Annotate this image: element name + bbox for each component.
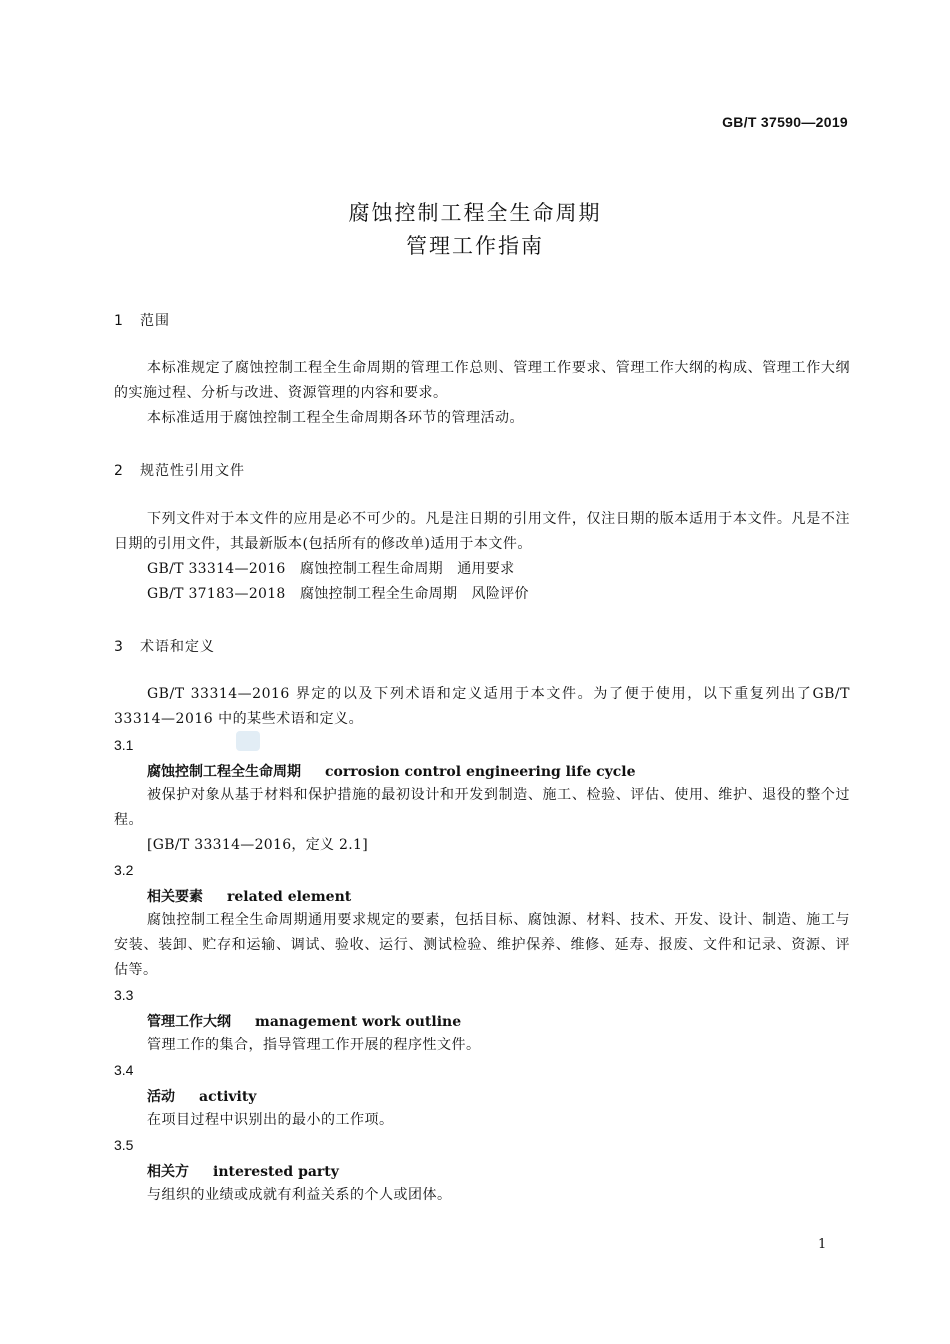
section-heading-terms: [114, 636, 215, 656]
term-number: 3.5: [114, 1137, 134, 1153]
section-heading-normative-references: [114, 460, 245, 480]
term-definition: 在项目过程中识别出的最小的工作项。: [147, 1112, 394, 1128]
section-number: 2: [114, 463, 124, 479]
term-heading: [147, 761, 636, 781]
paragraph: 本标准规定了腐蚀控制工程全生命周期的管理工作总则、管理工作要求、管理工作大纲的构成、管理工作大纲的实施过程、分析与改进、资源管理的内容和要求。: [114, 360, 850, 401]
term-definition: 腐蚀控制工程全生命周期通用要求规定的要素，包括目标、腐蚀源、材料、技术、开发、设计、制造、施工与安装、装卸、贮存和运输、调试、验收、运行、测试检验、维护保养、维修、延寿、报废、文件和记录、资源、评估等。: [114, 912, 850, 978]
term-number: 3.3: [114, 987, 134, 1003]
term-number: 3.4: [114, 1062, 134, 1078]
term-en: management work outline: [255, 1014, 462, 1030]
page-number: 1: [818, 1237, 827, 1252]
term-zh: 腐蚀控制工程全生命周期: [147, 764, 301, 780]
term-zh: 相关要素: [147, 889, 203, 905]
term-en: corrosion control engineering life cycle: [325, 764, 636, 780]
reference-item: GB/T 37183—2018 腐蚀控制工程全生命周期 风险评价: [147, 586, 529, 602]
paragraph: 下列文件对于本文件的应用是必不可少的。凡是注日期的引用文件，仅注日期的版本适用于本文件。凡是不注日期的引用文件，其最新版本(包括所有的修改单)适用于本文件。: [114, 511, 850, 552]
term-en: activity: [199, 1089, 257, 1105]
term-number: 3.2: [114, 862, 134, 878]
term-number: 3.1: [114, 737, 134, 753]
section-title: 范围: [140, 313, 170, 329]
watermark-icon: [236, 731, 260, 751]
term-definition: 被保护对象从基于材料和保护措施的最初设计和开发到制造、施工、检验、评估、使用、维护、退役的整个过程。: [114, 787, 850, 828]
term-heading: [147, 1161, 339, 1181]
reference-item: GB/T 33314—2016 腐蚀控制工程生命周期 通用要求: [147, 561, 515, 577]
section-number: 1: [114, 313, 124, 329]
term-zh: 相关方: [147, 1164, 189, 1180]
paragraph: 本标准适用于腐蚀控制工程全生命周期各环节的管理活动。: [147, 410, 524, 426]
section-title: 术语和定义: [140, 639, 215, 655]
section-title: 规范性引用文件: [140, 463, 245, 479]
document-title-line2: 管理工作指南: [406, 234, 544, 258]
term-zh: 活动: [147, 1089, 175, 1105]
term-zh: 管理工作大纲: [147, 1014, 231, 1030]
term-source: [GB/T 33314—2016，定义 2.1]: [147, 837, 368, 853]
term-definition: 与组织的业绩或成就有利益关系的个人或团体。: [147, 1187, 452, 1203]
term-heading: [147, 1086, 256, 1106]
term-definition: 管理工作的集合，指导管理工作开展的程序性文件。: [147, 1037, 481, 1053]
term-heading: [147, 1011, 461, 1031]
term-heading: [147, 886, 351, 906]
term-en: related element: [227, 889, 352, 905]
term-en: interested party: [213, 1164, 339, 1180]
section-number: 3: [114, 639, 124, 655]
paragraph: GB/T 33314—2016 界定的以及下列术语和定义适用于本文件。为了便于使用，以下重复列出了GB/T 33314—2016 中的某些术语和定义。: [114, 686, 850, 727]
section-heading-scope: [114, 310, 170, 330]
standard-number: GB/T 37590—2019: [722, 114, 848, 130]
document-title-line1: 腐蚀控制工程全生命周期: [348, 201, 602, 225]
